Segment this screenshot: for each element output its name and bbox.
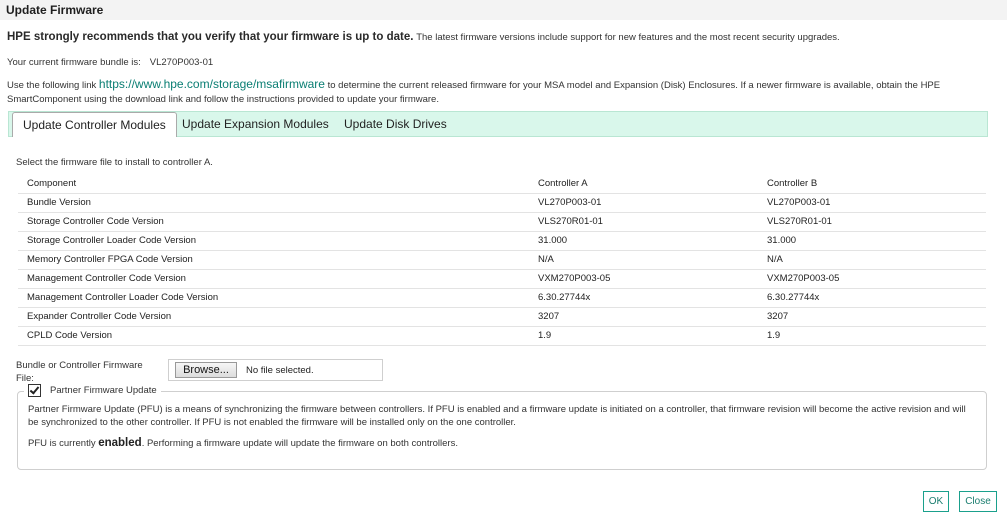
firmware-link-info — [7, 77, 997, 107]
table-row — [18, 288, 986, 307]
tab-update-disk-drives[interactable]: Update Disk Drives — [344, 117, 447, 131]
recommendation-line — [7, 31, 840, 43]
component-cell: Management Controller Loader Code Version — [18, 288, 529, 307]
pfu-checkbox[interactable] — [28, 384, 41, 397]
component-cell: Bundle Version — [18, 193, 529, 212]
link-prefix: Use the following link — [7, 80, 97, 91]
table-header-row — [18, 174, 986, 193]
pfu-legend — [24, 384, 161, 397]
component-cell: Storage Controller Loader Code Version — [18, 231, 529, 250]
component-cell: Management Controller Code Version — [18, 269, 529, 288]
component-cell: Expander Controller Code Version — [18, 307, 529, 326]
controller-a-cell: VXM270P003-05 — [529, 269, 758, 288]
checkmark-icon — [30, 384, 40, 394]
controller-a-cell: 3207 — [529, 307, 758, 326]
firmware-file-input[interactable] — [168, 359, 383, 381]
controller-a-cell: VL270P003-01 — [529, 193, 758, 212]
controller-a-cell: VLS270R01-01 — [529, 212, 758, 231]
component-cell: Storage Controller Code Version — [18, 212, 529, 231]
component-cell: CPLD Code Version — [18, 326, 529, 345]
controller-b-cell: N/A — [758, 250, 986, 269]
partner-firmware-update-group — [17, 385, 987, 470]
firmware-link[interactable]: https://www.hpe.com/storage/msafirmware — [98, 77, 325, 91]
pfu-checkbox-label[interactable]: Partner Firmware Update — [50, 385, 157, 396]
controller-a-cell: 6.30.27744x — [529, 288, 758, 307]
controller-a-cell: 1.9 — [529, 326, 758, 345]
tab-bar — [8, 111, 988, 137]
controller-b-cell: 6.30.27744x — [758, 288, 986, 307]
dialog-titlebar — [0, 0, 1007, 20]
table-row — [18, 326, 986, 345]
table-row — [18, 231, 986, 250]
table-row — [18, 307, 986, 326]
file-status-text: No file selected. — [246, 365, 314, 376]
component-cell: Memory Controller FPGA Code Version — [18, 250, 529, 269]
controller-a-cell: N/A — [529, 250, 758, 269]
firmware-version-table — [18, 174, 986, 346]
tab-update-controller-modules[interactable]: Update Controller Modules — [12, 112, 177, 139]
table-row — [18, 193, 986, 212]
table-row — [18, 250, 986, 269]
pfu-status-suffix: . Performing a firmware update will update the firmware on both controllers. — [141, 438, 458, 449]
controller-b-cell: 1.9 — [758, 326, 986, 345]
pfu-status-prefix: PFU is currently — [28, 438, 96, 449]
controller-b-cell: 31.000 — [758, 231, 986, 250]
firmware-file-label: Bundle or Controller Firmware File: — [16, 360, 143, 384]
close-button[interactable]: Close — [959, 491, 997, 512]
current-bundle-value: VL270P003-01 — [149, 57, 214, 68]
recommendation-text: The latest firmware versions include support for new features and the most recent security upgrades. — [416, 32, 840, 43]
pfu-status-value: enabled — [98, 437, 142, 449]
controller-modules-panel — [8, 137, 988, 482]
controller-b-cell: VL270P003-01 — [758, 193, 986, 212]
link-suffix: to determine the current released firmware for your MSA model and Expansion (Disk) Enclosures. If a newer firmware is available, obtain the HPE SmartComponent using the download link and follow the instructions provided to update your firmware. — [7, 80, 941, 105]
pfu-description: Partner Firmware Update (PFU) is a means of synchronizing the firmware between controllers. If PFU is enabled and a firmware update is initiated on a controller, that firmware revision will become the active revision and will be synchronized to the other controller. If PFU is not enabled the firmware will be installed only on the one controller. — [28, 404, 966, 428]
controller-a-cell: 31.000 — [529, 231, 758, 250]
recommendation-strong: HPE strongly recommends that you verify that your firmware is up to date. — [7, 31, 414, 43]
column-header-controller-b: Controller B — [758, 174, 986, 193]
instruction-text: Select the firmware file to install to controller A. — [16, 157, 213, 168]
controller-b-cell: VXM270P003-05 — [758, 269, 986, 288]
dialog-title: Update Firmware — [6, 3, 104, 17]
pfu-status-line — [28, 437, 458, 449]
column-header-controller-a: Controller A — [529, 174, 758, 193]
controller-b-cell: VLS270R01-01 — [758, 212, 986, 231]
tab-update-expansion-modules[interactable]: Update Expansion Modules — [182, 117, 329, 131]
table-row — [18, 212, 986, 231]
browse-button[interactable]: Browse... — [175, 362, 237, 378]
column-header-component: Component — [18, 174, 529, 193]
ok-button[interactable]: OK — [923, 491, 949, 512]
current-bundle-line — [7, 57, 213, 68]
current-bundle-label: Your current firmware bundle is: — [7, 57, 141, 68]
controller-b-cell: 3207 — [758, 307, 986, 326]
table-row — [18, 269, 986, 288]
